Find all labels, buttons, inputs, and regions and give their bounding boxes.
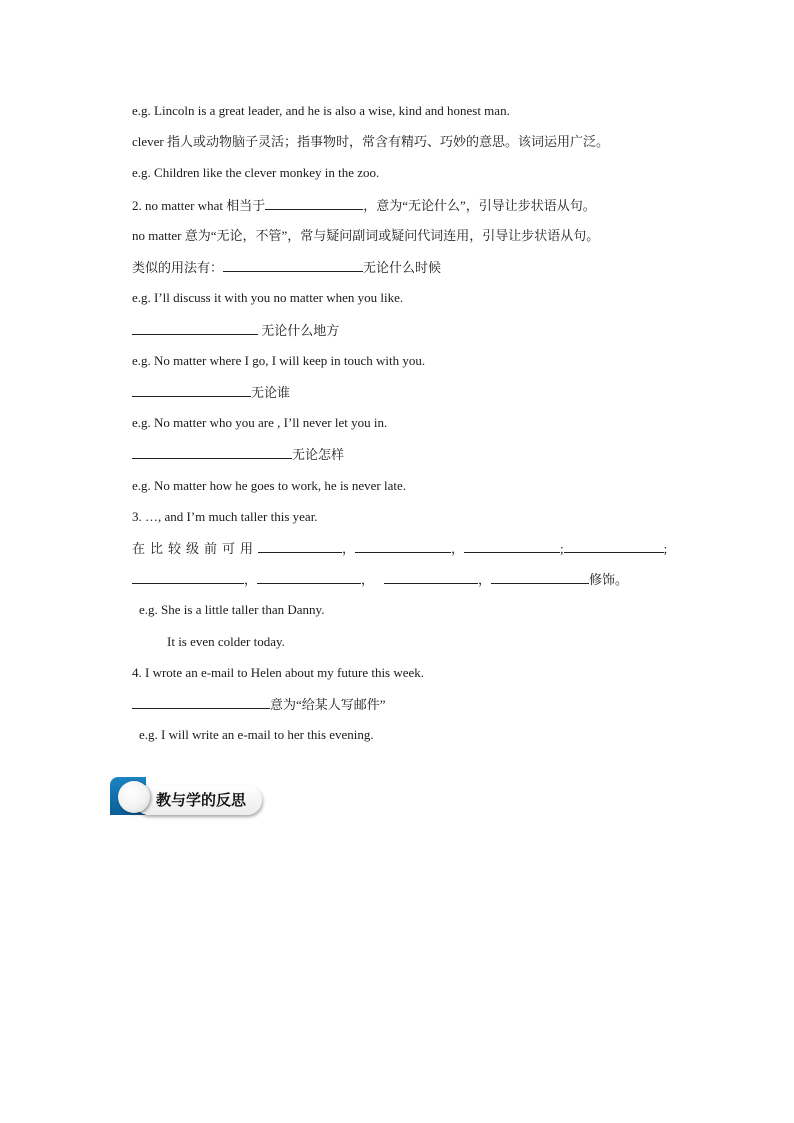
separator: ， — [244, 572, 258, 587]
similar-usage-when — [132, 259, 441, 276]
usage-whoever — [132, 384, 290, 401]
comparative-modifiers-line-2 — [132, 571, 628, 588]
item-3-heading: 3. …, and I’m much taller this year. — [132, 509, 318, 524]
section-header-reflection — [110, 777, 262, 817]
usage-write-email — [132, 696, 386, 713]
blank-equivalent[interactable] — [265, 197, 363, 210]
write-email-meaning: 意为“给某人写邮件” — [270, 697, 386, 712]
separator: ， — [361, 572, 375, 587]
example-where: e.g. No matter where I go, I will keep in touch with you. — [132, 353, 426, 368]
item-2-text-b: ，意为“无论什么”，引导让步状语从句。 — [363, 198, 596, 213]
blank-however[interactable] — [132, 446, 292, 459]
however-meaning: 无论怎样 — [292, 447, 345, 462]
whenever-meaning: 无论什么时候 — [363, 260, 442, 275]
example-how: e.g. No matter how he goes to work, he is never late. — [132, 478, 407, 493]
usage-however — [132, 446, 344, 463]
blank-modifier-8[interactable] — [491, 571, 589, 584]
example-children: e.g. Children like the clever monkey in the zoo. — [132, 165, 380, 180]
example-colder: It is even colder today. — [167, 634, 285, 649]
no-matter-explanation: no matter 意为“无论，不管”，常与疑问副词或疑问代词连用，引导让步状语从句。 — [132, 228, 600, 243]
separator: ， — [478, 572, 492, 587]
item-4-heading: 4. I wrote an e-mail to Helen about my future this week. — [132, 665, 425, 680]
comparative-label: 在比较级前可用 — [132, 541, 259, 556]
blank-whenever[interactable] — [223, 259, 363, 272]
wherever-meaning: 无论什么地方 — [258, 323, 340, 338]
blank-modifier-6[interactable] — [257, 571, 361, 584]
clever-explanation: clever 指人或动物脑子灵活；指事物时，常含有精巧、巧妙的意思。该词运用广泛。 — [132, 134, 610, 149]
blank-modifier-2[interactable] — [355, 540, 451, 553]
blank-whoever[interactable] — [132, 384, 251, 397]
blank-write-email[interactable] — [132, 696, 270, 709]
item-2-text-a: 2. no matter what 相当于 — [132, 198, 266, 213]
item-2-no-matter-what — [132, 197, 596, 214]
example-who: e.g. No matter who you are , I’ll never let you in. — [132, 415, 388, 430]
example-email: e.g. I will write an e-mail to her this evening. — [139, 727, 374, 742]
separator: ; — [560, 541, 564, 556]
separator: ; — [663, 541, 668, 556]
comparative-modifiers-line-1 — [132, 540, 667, 557]
example-taller: e.g. She is a little taller than Danny. — [139, 602, 325, 617]
circle-icon — [118, 781, 150, 813]
example-lincoln: e.g. Lincoln is a great leader, and he is also a wise, kind and honest man. — [132, 103, 510, 118]
blank-modifier-7[interactable] — [384, 571, 478, 584]
example-discuss: e.g. I’ll discuss it with you no matter when you like. — [132, 290, 404, 305]
usage-wherever — [132, 322, 339, 339]
separator: ， — [342, 541, 356, 556]
blank-modifier-4[interactable] — [564, 540, 664, 553]
blank-modifier-1[interactable] — [258, 540, 342, 553]
blank-modifier-3[interactable] — [464, 540, 560, 553]
modifier-suffix: 修饰。 — [589, 572, 629, 587]
blank-modifier-5[interactable] — [132, 571, 244, 584]
whoever-meaning: 无论谁 — [251, 385, 291, 400]
section-title: 教与学的反思 — [156, 791, 247, 809]
separator: ， — [451, 541, 465, 556]
blank-wherever[interactable] — [132, 322, 258, 335]
similar-usage-label: 类似的用法有： — [132, 260, 224, 275]
